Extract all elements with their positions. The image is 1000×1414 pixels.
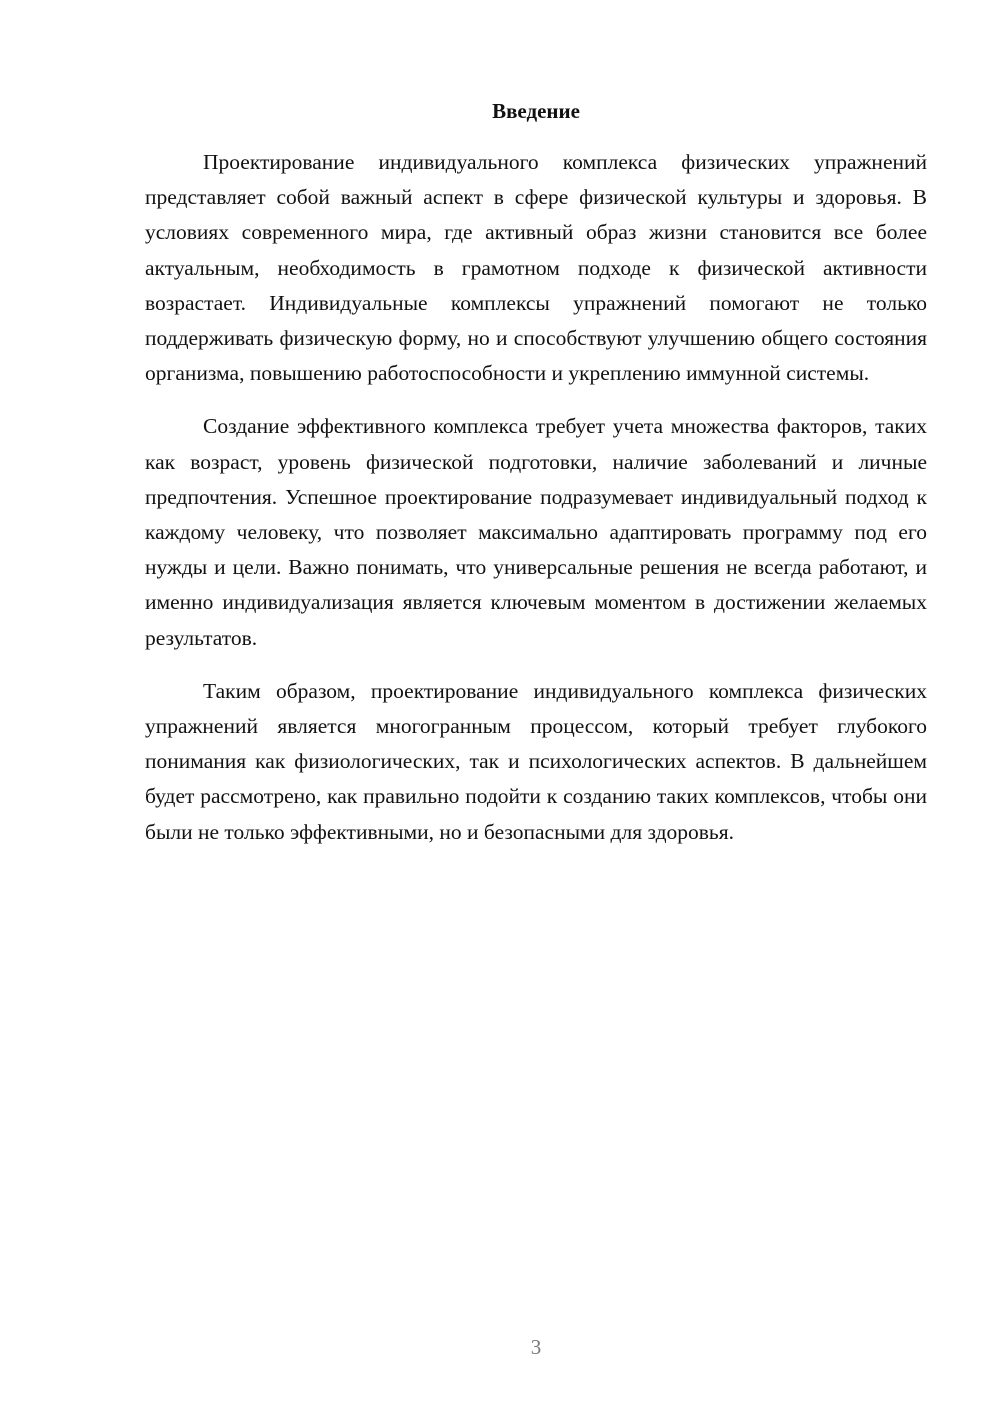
page-content [145,95,927,850]
section-heading: Введение [492,99,580,123]
paragraph-2: Создание эффективного комплекса требует учета множества факторов, таких как возраст, уровень физической подготовки, наличие заболеваний и личные предпочтения. Успешное проектирование подразумевает индивидуальный подход к каждому человеку, что позволяет максимально адаптировать программу под его нужды и цели. Важно понимать, что универсальные решения не всегда работают, и именно индивидуализация является ключевым моментом в достижении желаемых результатов. [145,414,927,650]
page-number: 3 [530,1335,542,1359]
paragraph-1: Проектирование индивидуального комплекса физических упражнений представляет собой важный аспект в сфере физической культуры и здоровья. В условиях современного мира, где активный образ жизни становится все более актуальным, необходимость в грамотном подходе к физической активности возрастает. Индивидуальные комплексы упражнений помогают не только поддерживать физическую форму, но и способствуют улучшению общего состояния организма, повышению работоспособности и укреплению иммунной системы. [145,150,927,386]
paragraph-3: Таким образом, проектирование индивидуального комплекса физических упражнений является многогранным процессом, который требует глубокого понимания как физиологических, так и психологических аспектов. В дальнейшем будет рассмотрено, как правильно подойти к созданию таких комплексов, чтобы они были не только эффективными, но и безопасными для здоровья. [145,678,927,844]
